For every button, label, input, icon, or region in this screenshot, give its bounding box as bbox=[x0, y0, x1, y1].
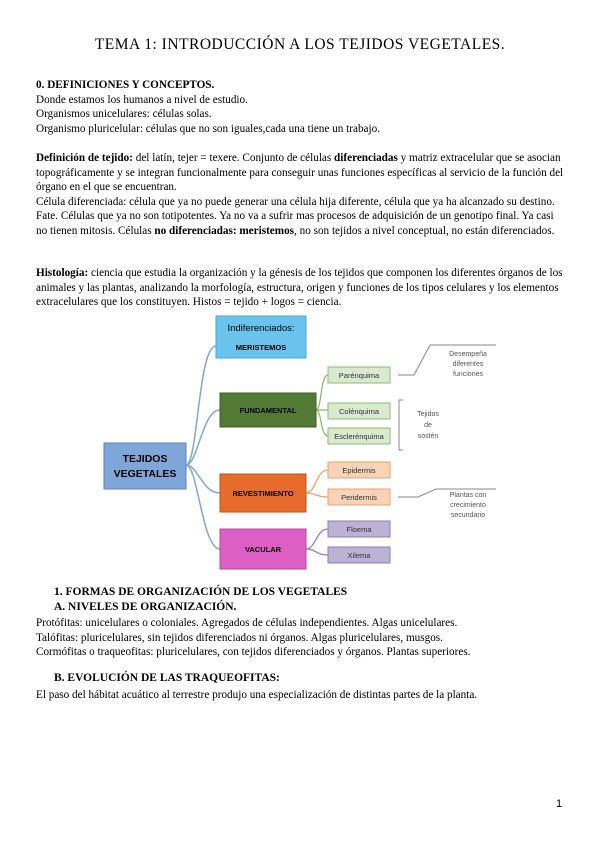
level-line: Talófitas: pluricelulares, sin tejidos diferenciados ni órganos. Algas pluricelulares, musgos. bbox=[36, 631, 443, 644]
root-label: VEGETALES bbox=[113, 468, 177, 480]
definition-line: Donde estamos los humanos a nivel de estudio. bbox=[36, 93, 248, 106]
tejido-text: y matriz extracelular que se asocian topográficamente y se integran funcionalmente para conseguir unas funciones específicas al servicio de la función del órgano en el que se encuentran. bbox=[36, 152, 564, 193]
tejido-definition bbox=[36, 151, 564, 238]
connector-floema bbox=[306, 529, 328, 549]
definition-line: Organismos unicelulares: células solas. bbox=[36, 108, 212, 120]
level-line: Cormófitas o traqueofitas: pluricelulares, con tejidos diferenciados y órganos. Plantas superiores. bbox=[36, 646, 471, 658]
level-line: Protófitas: unicelulares o coloniales. Agregados de células independientes. Algas unicelulares. bbox=[36, 617, 458, 629]
organization-levels bbox=[36, 616, 564, 660]
connector-parenquima bbox=[316, 375, 328, 410]
connector-xilema bbox=[306, 549, 328, 555]
tejido-bold-term: diferenciadas bbox=[334, 152, 398, 164]
revestimiento-connectors bbox=[306, 470, 328, 497]
section-1b-heading: B. EVOLUCIÓN DE LAS TRAQUEOFITAS: bbox=[54, 672, 280, 684]
note-parenquima: Desempeña bbox=[449, 351, 487, 358]
sosten-bracket bbox=[399, 400, 403, 450]
histologia-text: ciencia que estudia la organización y la génesis de los tejidos que componen los diferentes órganos de los animales y las plantas, analizando la morfología, estructura, origen y funciones de los tipos celulares y los elementos extracelulares que los constituyen. Histos = tejido + logos = ciencia. bbox=[36, 267, 563, 308]
meristemos-label: MERISTEMOS bbox=[235, 343, 287, 352]
peridermis-label: Peridermis bbox=[341, 493, 377, 502]
celula-text: Célula diferenciada: célula que ya no puede generar una célula hija diferente, célula que ya ha alcanzado su destino. Fate. Células que ya no son totipotentes. Ya no va a sufrir mas procesos de adquisición de un genotipo final. Ya casi no tienen mitosis. Células bbox=[36, 195, 555, 237]
root-connectors bbox=[186, 346, 220, 549]
meristemos-label: Indiferenciados: bbox=[227, 323, 295, 334]
note-sosten: de bbox=[424, 422, 432, 429]
note-peridermis: crecimiento bbox=[450, 502, 486, 509]
connector-peridermis bbox=[306, 493, 328, 497]
fundamental-connectors bbox=[316, 375, 328, 436]
section-0-heading: 0. DEFINICIONES Y CONCEPTOS. bbox=[36, 79, 215, 91]
note-peridermis: secundario bbox=[450, 512, 486, 519]
definition-line: Organismo pluricelular: células que no son iguales,cada una tiene un trabajo. bbox=[36, 122, 381, 135]
note-sosten: Tejidos bbox=[417, 411, 439, 418]
histologia-term: Histología: bbox=[36, 267, 89, 279]
note-parenquima: funciones bbox=[453, 371, 483, 378]
traqueofitas-text bbox=[36, 688, 564, 703]
connector-vacular bbox=[186, 465, 220, 549]
floema-label: Floema bbox=[346, 525, 372, 534]
note-peridermis: Plantas con bbox=[449, 492, 487, 499]
colenquima-label: Colénquima bbox=[338, 407, 380, 416]
celula-paragraph bbox=[36, 195, 564, 239]
tissue-diagram bbox=[98, 313, 496, 581]
celula-text: , no son tejidos a nivel conceptual, no están diferenciados. bbox=[294, 224, 555, 237]
root-box bbox=[104, 443, 186, 489]
traqueofitas-line: El paso del hábitat acuático al terrestre produjo una especialización de distintas partes de la planta. bbox=[36, 689, 478, 701]
fundamental-label: FUNDAMENTAL bbox=[239, 406, 297, 415]
tejido-text: del latín, tejer = texere. Conjunto de células bbox=[132, 152, 335, 164]
connector-epidermis bbox=[306, 470, 328, 493]
page-title: TEMA 1: INTRODUCCIÓN A LOS TEJIDOS VEGETALES. bbox=[94, 36, 506, 53]
vacular-label: VACULAR bbox=[244, 545, 282, 554]
xilema-label: Xilema bbox=[347, 551, 371, 560]
histologia-definition bbox=[36, 266, 564, 310]
esclerenquima-label: Esclerénquima bbox=[334, 432, 384, 441]
epidermis-label: Epidermis bbox=[342, 466, 376, 475]
note-sosten: sostén bbox=[417, 433, 439, 440]
vacular-connectors bbox=[306, 529, 328, 555]
section-1a-heading: A. NIVELES DE ORGANIZACIÓN. bbox=[54, 601, 237, 613]
tejido-term: Definición de tejido: bbox=[36, 152, 133, 164]
connector-esclerenquima bbox=[316, 410, 328, 436]
note-parenquima: diferentes bbox=[452, 361, 484, 368]
connector-meristemos bbox=[186, 346, 216, 465]
parenquima-label: Parénquima bbox=[338, 371, 380, 380]
histologia-paragraph bbox=[36, 266, 564, 310]
tejido-paragraph bbox=[36, 151, 564, 195]
section-1-heading: 1. FORMAS DE ORGANIZACIÓN DE LOS VEGETALES bbox=[54, 586, 348, 598]
tissue-diagram-svg bbox=[98, 313, 496, 581]
revestimiento-label: REVESTIMIENTO bbox=[232, 489, 294, 498]
root-label: TEJIDOS bbox=[122, 453, 168, 465]
definitions-section bbox=[36, 78, 564, 136]
meristemos-bold-term: no diferenciadas: meristemos bbox=[154, 224, 295, 237]
page-number: 1 bbox=[556, 798, 563, 810]
